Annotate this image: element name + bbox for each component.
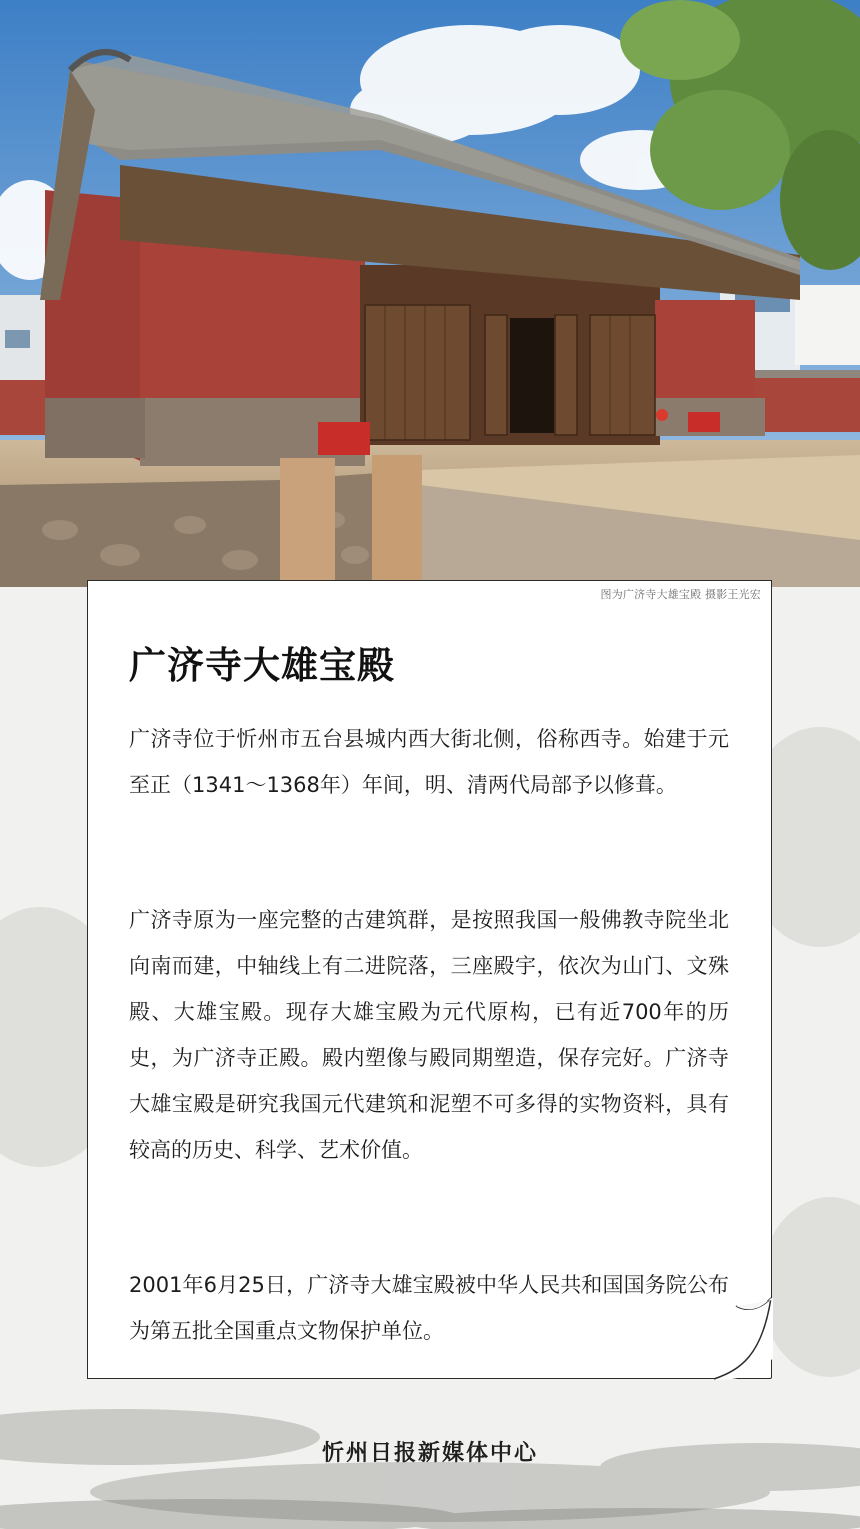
article-paragraph: 2001年6月25日，广济寺大雄宝殿被中华人民共和国国务院公布为第五批全国重点文物保护单位。 xyxy=(129,1273,729,1343)
photo-caption: 图为广济寺大雄宝殿 摄影王光宏 xyxy=(600,588,761,601)
article-paragraph: 广济寺位于忻州市五台县城内西大街北侧，俗称西寺。始建于元至正（1341～1368年）年间，明、清两代局部予以修葺。 xyxy=(129,727,729,797)
publisher-footer: 忻州日报新媒体中心 xyxy=(321,1441,538,1466)
temple-photo xyxy=(0,0,860,587)
article-title: 广济寺大雄宝殿 xyxy=(129,644,395,687)
article-paragraph: 广济寺原为一座完整的古建筑群，是按照我国一般佛教寺院坐北向南而建，中轴线上有二进院落，三座殿宇，依次为山门、文殊殿、大雄宝殿。现存大雄宝殿为元代原构，已有近700年的历史，为广济寺正殿。殿内塑像与殿同期塑造，保存完好。广济寺大雄宝殿是研究我国元代建筑和泥塑不可多得的实物资料，具有较高的历史、科学、艺术价值。 xyxy=(129,908,729,1162)
page-curl-decoration xyxy=(700,1288,776,1384)
article-card xyxy=(87,580,772,1379)
